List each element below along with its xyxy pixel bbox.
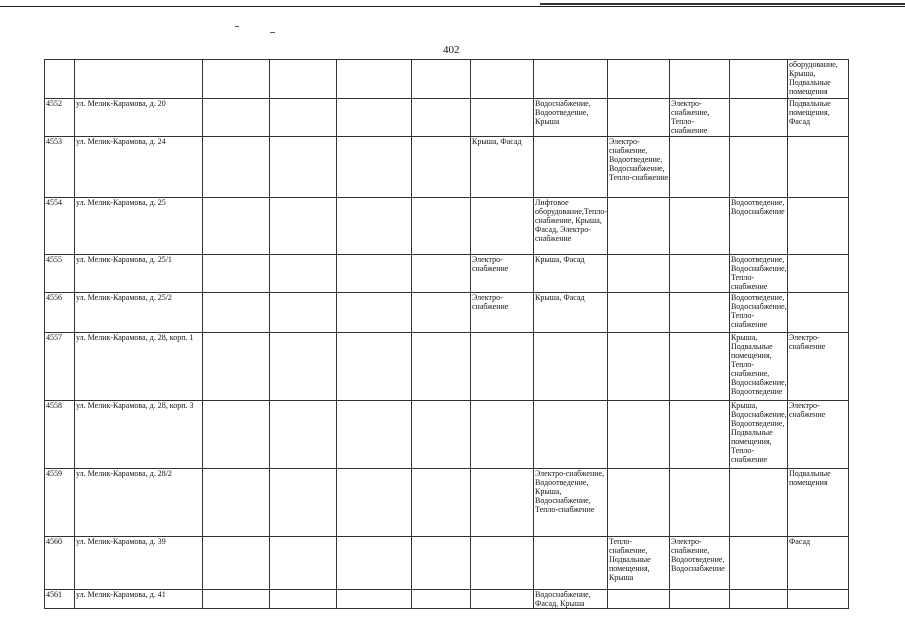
work-type-cell <box>471 469 534 537</box>
work-type-cell <box>471 401 534 469</box>
work-type-cell: Электро-снабжение, Водоотведение, Водоснабжение, Тепло-снабжение <box>607 137 669 198</box>
row-number: 4561 <box>45 590 75 609</box>
work-type-cell <box>270 401 337 469</box>
work-type-cell <box>270 137 337 198</box>
work-type-cell <box>203 99 270 137</box>
work-type-cell <box>669 590 729 609</box>
work-type-cell <box>787 255 848 293</box>
work-type-cell <box>270 255 337 293</box>
table-row <box>45 333 849 401</box>
work-type-cell <box>270 198 337 255</box>
table-row <box>45 293 849 333</box>
work-type-cell: Водоснабжение, Фасад, Крыша <box>534 590 608 609</box>
work-type-cell <box>669 255 729 293</box>
row-number <box>45 60 75 99</box>
work-type-cell: Лифтовое оборудование,Тепло-снабжение, Крыша, Фасад, Электро-снабжение <box>534 198 608 255</box>
work-type-cell <box>270 590 337 609</box>
table-row <box>45 137 849 198</box>
work-type-cell <box>412 255 471 293</box>
work-type-cell <box>412 137 471 198</box>
work-type-cell <box>607 255 669 293</box>
work-type-cell <box>534 137 608 198</box>
work-type-cell <box>412 590 471 609</box>
row-number: 4555 <box>45 255 75 293</box>
table-row <box>45 469 849 537</box>
page-number: 402 <box>443 44 460 56</box>
work-type-cell: Крыша, Фасад <box>534 293 608 333</box>
row-number: 4554 <box>45 198 75 255</box>
work-type-cell <box>729 99 787 137</box>
work-type-cell <box>203 60 270 99</box>
work-type-cell <box>607 401 669 469</box>
work-type-cell <box>203 333 270 401</box>
work-type-cell <box>471 198 534 255</box>
row-address: ул. Мелик-Карамова, д. 20 <box>75 99 203 137</box>
work-type-cell <box>203 255 270 293</box>
work-type-cell <box>471 537 534 590</box>
row-address: ул. Мелик-Карамова, д. 25/2 <box>75 293 203 333</box>
work-type-cell: Электро-снабжение <box>471 255 534 293</box>
work-type-cell <box>337 60 412 99</box>
work-type-cell <box>607 60 669 99</box>
work-type-cell <box>471 60 534 99</box>
work-type-cell <box>270 537 337 590</box>
work-type-cell <box>669 293 729 333</box>
work-type-cell <box>337 255 412 293</box>
work-type-cell <box>203 293 270 333</box>
work-type-cell <box>270 469 337 537</box>
work-type-cell: оборудование, Крыша, Подвальные помещения <box>787 60 848 99</box>
row-number: 4557 <box>45 333 75 401</box>
work-type-cell: Подвальные помещения <box>787 469 848 537</box>
table-row <box>45 401 849 469</box>
work-type-cell <box>270 60 337 99</box>
work-type-cell <box>787 590 848 609</box>
work-type-cell: Водоотведение, Водоснабжение, Тепло-снабжение <box>729 293 787 333</box>
work-type-cell: Крыша, Водоснабжение, Водоотведение, Подвальные помещения, Тепло-снабжение <box>729 401 787 469</box>
row-number: 4560 <box>45 537 75 590</box>
work-type-cell <box>729 590 787 609</box>
row-address: ул. Мелик-Карамова, д. 39 <box>75 537 203 590</box>
work-type-cell: Крыша, Фасад <box>534 255 608 293</box>
work-type-cell <box>729 60 787 99</box>
row-address <box>75 60 203 99</box>
work-type-cell <box>729 537 787 590</box>
work-type-cell <box>270 293 337 333</box>
row-number: 4552 <box>45 99 75 137</box>
work-type-cell <box>534 537 608 590</box>
work-type-cell <box>471 99 534 137</box>
work-type-cell <box>669 469 729 537</box>
work-type-cell <box>534 333 608 401</box>
work-type-cell <box>203 401 270 469</box>
row-number: 4559 <box>45 469 75 537</box>
work-type-cell: Водоотведение, Водоснабжение <box>729 198 787 255</box>
work-type-cell <box>607 333 669 401</box>
scan-top-rule <box>0 6 905 7</box>
work-type-cell: Водоснабжение, Водоотведение, Крыша <box>534 99 608 137</box>
row-number: 4556 <box>45 293 75 333</box>
work-type-cell: Крыша, Фасад <box>471 137 534 198</box>
row-address: ул. Мелик-Карамова, д. 25/1 <box>75 255 203 293</box>
table-row <box>45 537 849 590</box>
work-type-cell <box>203 198 270 255</box>
work-type-cell: Подвальные помещения, Фасад <box>787 99 848 137</box>
work-type-cell <box>337 293 412 333</box>
work-type-cell: Фасад <box>787 537 848 590</box>
table-row <box>45 198 849 255</box>
work-type-cell <box>412 469 471 537</box>
row-number: 4553 <box>45 137 75 198</box>
work-type-cell: Электро-снабжение, Тепло-снабжение <box>669 99 729 137</box>
work-type-cell <box>729 469 787 537</box>
work-type-cell <box>787 137 848 198</box>
work-type-cell: Электро-снабжение <box>787 401 848 469</box>
work-type-cell: Электро-снабжение, Водоотведение, Водоснабжение <box>669 537 729 590</box>
work-type-cell <box>412 537 471 590</box>
work-type-cell <box>412 60 471 99</box>
row-address: ул. Мелик-Карамова, д. 24 <box>75 137 203 198</box>
register-table <box>44 59 849 609</box>
work-type-cell <box>729 137 787 198</box>
work-type-cell <box>203 137 270 198</box>
work-type-cell <box>669 401 729 469</box>
scan-speck <box>270 32 275 33</box>
work-type-cell <box>270 333 337 401</box>
table-row <box>45 590 849 609</box>
table-row <box>45 255 849 293</box>
work-type-cell: Электро-снабжение, Водоотведение, Крыша, Водоснабжение, Тепло-снабжение <box>534 469 608 537</box>
table-row <box>45 99 849 137</box>
work-type-cell <box>412 333 471 401</box>
row-address: ул. Мелик-Карамова, д. 28/2 <box>75 469 203 537</box>
work-type-cell <box>203 537 270 590</box>
work-type-cell <box>471 333 534 401</box>
work-type-cell <box>534 60 608 99</box>
table-row <box>45 60 849 99</box>
work-type-cell <box>203 469 270 537</box>
row-address: ул. Мелик-Карамова, д. 28, корп. 1 <box>75 333 203 401</box>
work-type-cell <box>412 401 471 469</box>
work-type-cell <box>337 99 412 137</box>
work-type-cell <box>337 590 412 609</box>
work-type-cell <box>787 293 848 333</box>
work-type-cell <box>471 590 534 609</box>
work-type-cell <box>412 99 471 137</box>
work-type-cell <box>787 198 848 255</box>
work-type-cell: Тепло-снабжение, Подвальные помещения, Крыша <box>607 537 669 590</box>
work-type-cell <box>337 333 412 401</box>
scan-speck <box>235 26 239 27</box>
work-type-cell <box>337 537 412 590</box>
work-type-cell <box>607 590 669 609</box>
work-type-cell <box>669 137 729 198</box>
work-type-cell <box>607 293 669 333</box>
work-type-cell <box>270 99 337 137</box>
work-type-cell <box>412 198 471 255</box>
scan-top-rule-heavy <box>540 3 905 5</box>
work-type-cell <box>534 401 608 469</box>
row-address: ул. Мелик-Карамова, д. 28, корп. 3 <box>75 401 203 469</box>
work-type-cell <box>669 60 729 99</box>
work-type-cell <box>337 137 412 198</box>
work-type-cell <box>669 198 729 255</box>
work-type-cell <box>337 198 412 255</box>
work-type-cell <box>412 293 471 333</box>
work-type-cell <box>607 198 669 255</box>
work-type-cell <box>669 333 729 401</box>
work-type-cell <box>337 469 412 537</box>
work-type-cell <box>203 590 270 609</box>
work-type-cell <box>607 99 669 137</box>
row-address: ул. Мелик-Карамова, д. 41 <box>75 590 203 609</box>
work-type-cell: Крыша, Подвальные помещения, Тепло-снабжение, Водоснабжение, Водоотведение <box>729 333 787 401</box>
work-type-cell: Электро-снабжение <box>471 293 534 333</box>
work-type-cell <box>607 469 669 537</box>
work-type-cell <box>337 401 412 469</box>
work-type-cell: Электро-снабжение <box>787 333 848 401</box>
work-type-cell: Водоотведение, Водоснабжение, Тепло-снабжение <box>730 255 787 291</box>
row-address: ул. Мелик-Карамова, д. 25 <box>75 198 203 255</box>
row-number: 4558 <box>45 401 75 469</box>
